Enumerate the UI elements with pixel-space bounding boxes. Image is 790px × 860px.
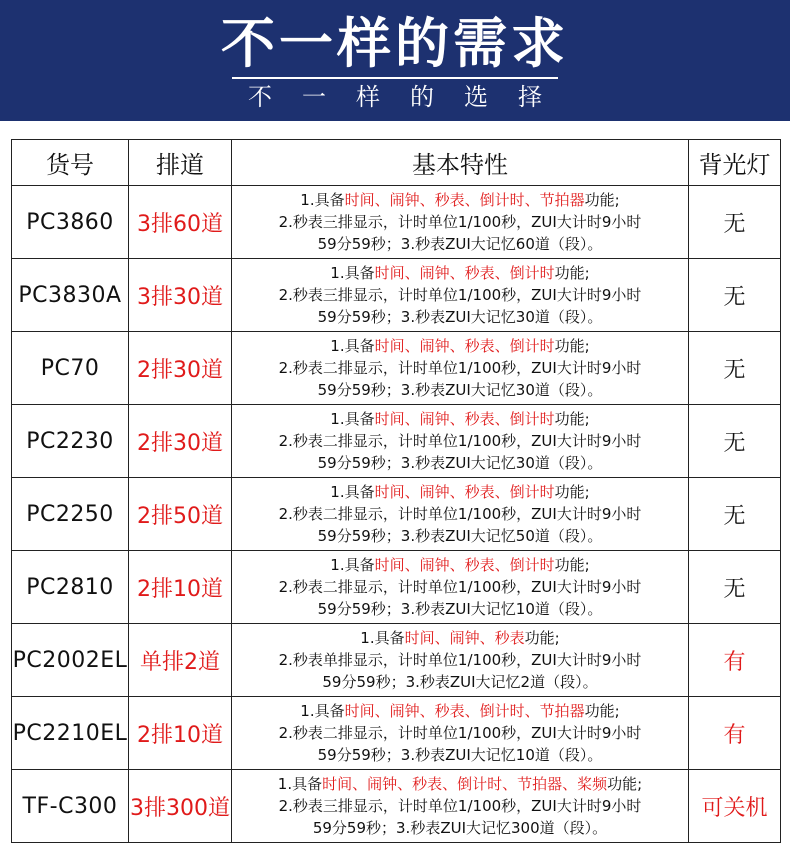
model-cell: PC2250 (12, 478, 129, 551)
feature-suffix: 功能; (554, 483, 590, 501)
feature-highlight: 时间、闹钟、秒表、倒计时、节拍器 (344, 702, 585, 720)
backlight-cell: 可关机 (689, 770, 781, 843)
table-row (12, 186, 781, 259)
header-banner (0, 0, 790, 121)
feature-line-1 (232, 335, 688, 357)
feature-highlight: 时间、闹钟、秒表、倒计时 (374, 556, 555, 574)
table-row (12, 770, 781, 843)
model-cell: PC3830A (12, 259, 129, 332)
spec-table (11, 139, 781, 843)
feature-line-1 (232, 262, 688, 284)
feature-suffix: 功能; (584, 191, 620, 209)
header-model: 货号 (12, 140, 129, 186)
banner-title: 不一样的需求 (221, 12, 569, 75)
feature-highlight: 时间、闹钟、秒表、倒计时 (374, 337, 555, 355)
lanes-cell: 2排30道 (129, 332, 232, 405)
feature-highlight: 时间、闹钟、秒表 (404, 629, 525, 647)
backlight-cell: 有 (689, 624, 781, 697)
feature-line-2: 2.秒表单排显示，计时单位1/100秒，ZUI大计时9小时 (278, 651, 642, 669)
features-cell (232, 186, 689, 259)
model-cell: PC3860 (12, 186, 129, 259)
feature-line-2: 2.秒表二排显示，计时单位1/100秒，ZUI大计时9小时 (278, 724, 642, 742)
feature-line-1 (232, 627, 688, 649)
feature-prefix: 1.具备 (360, 629, 405, 647)
table-row (12, 259, 781, 332)
features-cell (232, 770, 689, 843)
backlight-cell: 有 (689, 697, 781, 770)
table-header-row (12, 140, 781, 186)
backlight-cell: 无 (689, 478, 781, 551)
backlight-cell: 无 (689, 186, 781, 259)
feature-prefix: 1.具备 (300, 702, 345, 720)
backlight-cell: 无 (689, 332, 781, 405)
feature-line-1 (232, 189, 688, 211)
feature-line-1 (232, 554, 688, 576)
feature-suffix: 功能; (554, 556, 590, 574)
feature-prefix: 1.具备 (330, 264, 375, 282)
feature-line-2: 2.秒表三排显示，计时单位1/100秒，ZUI大计时9小时 (278, 286, 642, 304)
banner-divider (232, 77, 558, 79)
feature-prefix: 1.具备 (330, 483, 375, 501)
feature-line-1 (232, 408, 688, 430)
features-cell (232, 697, 689, 770)
feature-highlight: 时间、闹钟、秒表、倒计时 (374, 264, 555, 282)
feature-suffix: 功能; (554, 410, 590, 428)
feature-line-3: 59分59秒；3.秒表ZUI大记忆10道（段）。 (317, 746, 603, 764)
feature-line-3: 59分59秒；3.秒表ZUI大记忆50道（段）。 (317, 527, 603, 545)
feature-prefix: 1.具备 (330, 337, 375, 355)
banner-subtitle: 不一样的选择 (248, 83, 572, 111)
feature-line-2: 2.秒表二排显示，计时单位1/100秒，ZUI大计时9小时 (278, 505, 642, 523)
feature-suffix: 功能; (584, 702, 620, 720)
features-cell (232, 259, 689, 332)
features-cell (232, 551, 689, 624)
feature-suffix: 功能; (554, 264, 590, 282)
feature-suffix: 功能; (607, 775, 643, 793)
model-cell: PC2210EL (12, 697, 129, 770)
table-row (12, 405, 781, 478)
model-cell: TF-C300 (12, 770, 129, 843)
table-row (12, 697, 781, 770)
feature-prefix: 1.具备 (277, 775, 323, 793)
table-row (12, 332, 781, 405)
model-cell: PC2230 (12, 405, 129, 478)
feature-line-3: 59分59秒；3.秒表ZUI大记忆300道（段）。 (312, 819, 608, 837)
feature-line-2: 2.秒表三排显示，计时单位1/100秒，ZUI大计时9小时 (278, 797, 642, 815)
backlight-cell: 无 (689, 405, 781, 478)
feature-line-2: 2.秒表二排显示，计时单位1/100秒，ZUI大计时9小时 (278, 432, 642, 450)
feature-highlight: 时间、闹钟、秒表、倒计时、节拍器 (344, 191, 585, 209)
feature-line-3: 59分59秒；3.秒表ZUI大记忆30道（段）。 (317, 381, 603, 399)
feature-line-3: 59分59秒；3.秒表ZUI大记忆2道（段）。 (322, 673, 598, 691)
feature-prefix: 1.具备 (300, 191, 345, 209)
header-features: 基本特性 (232, 140, 689, 186)
lanes-cell: 3排300道 (129, 770, 232, 843)
feature-suffix: 功能; (524, 629, 560, 647)
feature-line-2: 2.秒表二排显示，计时单位1/100秒，ZUI大计时9小时 (278, 359, 642, 377)
feature-line-3: 59分59秒；3.秒表ZUI大记忆10道（段）。 (317, 600, 603, 618)
feature-line-3: 59分59秒；3.秒表ZUI大记忆60道（段）。 (317, 235, 603, 253)
feature-line-1 (232, 481, 688, 503)
feature-line-2: 2.秒表二排显示，计时单位1/100秒，ZUI大计时9小时 (278, 578, 642, 596)
table-row (12, 551, 781, 624)
backlight-cell: 无 (689, 259, 781, 332)
header-backlight: 背光灯 (689, 140, 781, 186)
lanes-cell: 2排50道 (129, 478, 232, 551)
feature-prefix: 1.具备 (330, 556, 375, 574)
model-cell: PC2810 (12, 551, 129, 624)
lanes-cell: 单排2道 (129, 624, 232, 697)
feature-suffix: 功能; (554, 337, 590, 355)
feature-line-3: 59分59秒；3.秒表ZUI大记忆30道（段）。 (317, 454, 603, 472)
backlight-cell: 无 (689, 551, 781, 624)
table-row (12, 624, 781, 697)
header-lanes: 排道 (129, 140, 232, 186)
feature-line-2: 2.秒表三排显示，计时单位1/100秒，ZUI大计时9小时 (278, 213, 642, 231)
lanes-cell: 3排30道 (129, 259, 232, 332)
lanes-cell: 2排30道 (129, 405, 232, 478)
lanes-cell: 3排60道 (129, 186, 232, 259)
lanes-cell: 2排10道 (129, 551, 232, 624)
feature-line-3: 59分59秒；3.秒表ZUI大记忆30道（段）。 (317, 308, 603, 326)
features-cell (232, 478, 689, 551)
features-cell (232, 332, 689, 405)
feature-prefix: 1.具备 (330, 410, 375, 428)
feature-highlight: 时间、闹钟、秒表、倒计时、节拍器、桨频 (322, 775, 608, 793)
features-cell (232, 405, 689, 478)
feature-line-1 (232, 700, 688, 722)
table-row (12, 478, 781, 551)
feature-highlight: 时间、闹钟、秒表、倒计时 (374, 483, 555, 501)
lanes-cell: 2排10道 (129, 697, 232, 770)
feature-highlight: 时间、闹钟、秒表、倒计时 (374, 410, 555, 428)
features-cell (232, 624, 689, 697)
model-cell: PC2002EL (12, 624, 129, 697)
model-cell: PC70 (12, 332, 129, 405)
feature-line-1 (232, 773, 688, 795)
